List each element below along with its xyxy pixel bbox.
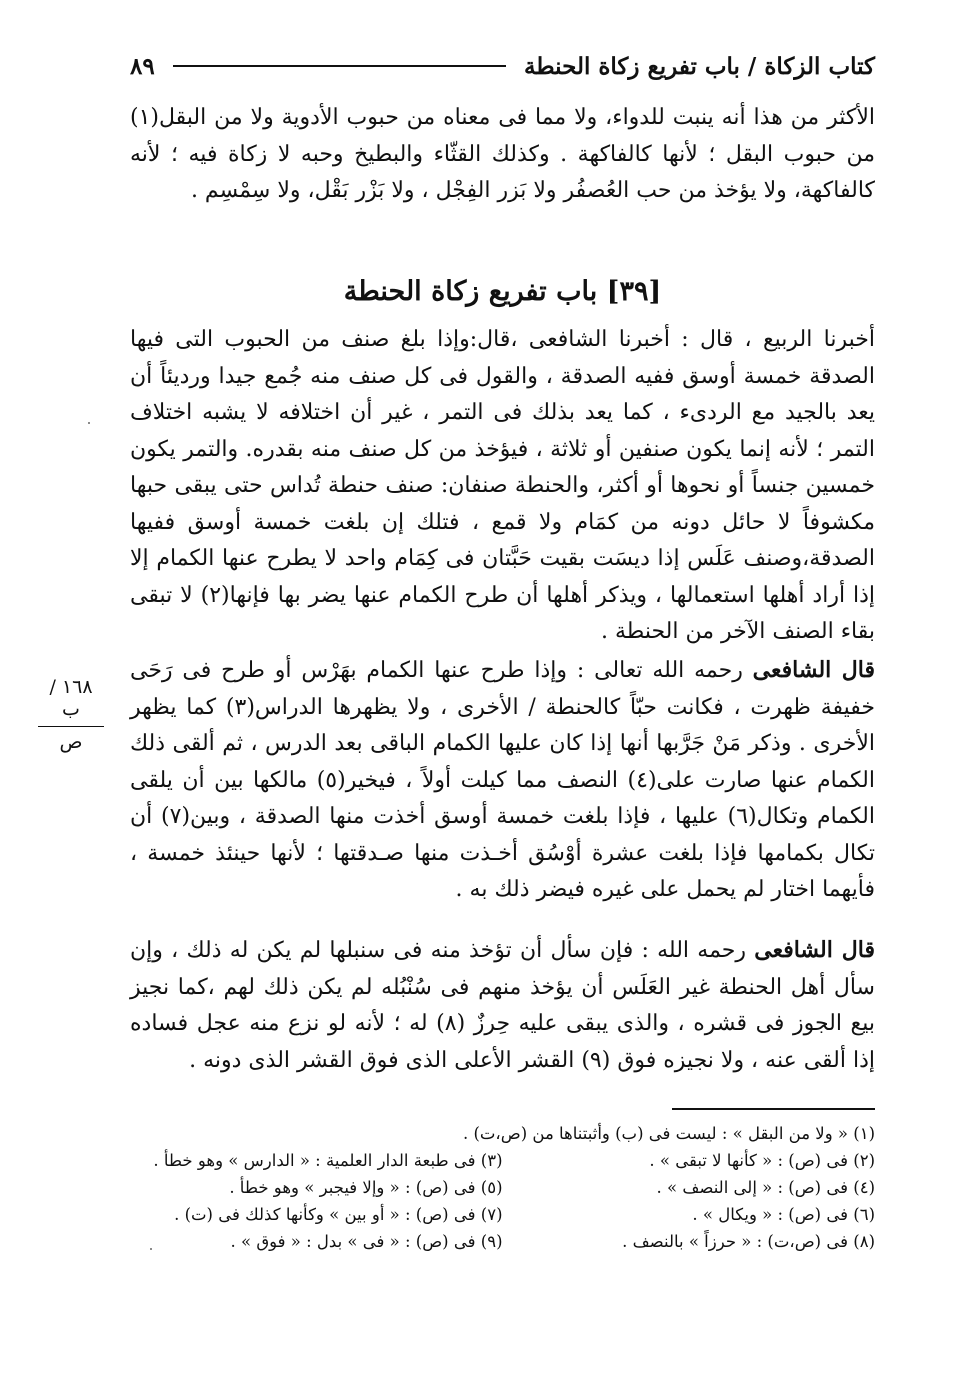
footnote-row [130, 1174, 875, 1201]
page-number: ٨٩ [130, 52, 155, 80]
manuscript-siglum: ص [59, 731, 83, 753]
running-title: كتاب الزكاة / باب تفريع زكاة الحنطة [523, 52, 875, 80]
footnote-3: (٣) فى طبعة الدار العلمية : « الدارس » وهو خطأ . [153, 1151, 503, 1170]
footnote-row [130, 1201, 875, 1228]
paragraph-2-text: رحمه الله تعالى : وإذا طرح عنها الكمام بهَرْس أو طرح فى رَحَى خفيفة ظهرت ، فكانت حبّاً كالحنطة / الأخرى ، ولا يظهرها الدراس(٣) كما يظهر الأخرى . وذكر مَنْ جَرَّبها أنها إذا كان عليها الكمام الباقى بعد الدرس ، ثم ألقى ذلك الكمام عنها صارت على(٤) النصف مما كيلت أولاً ، فيخير(٥) مالكها بين أن يلقى الكمام وتكال(٦) عليها ، فإذا بلغت خمسة أوسق أخذت منها الصدقة ، وبين(٧) أن تكال بكمامها فإذا بلغت عشرة أوْسُق أخـذت منها صـدقتها ؛ لأنها حينئذ خمسة ، فأيهما اختار لم يحمل على غيره فيضر ذلك به . [130, 658, 876, 902]
paragraph-1 [130, 322, 875, 651]
footnote-5: (٥) فى (ص) : « وإلا فيجبر » وهو خطأ . [229, 1178, 503, 1197]
running-header [130, 48, 875, 84]
footnote-7: (٧) فى (ص) : « أو بين » وكأنها كذلك فى (ت) . [174, 1205, 503, 1224]
paragraph-3 [130, 932, 875, 1079]
footnote-9: (٩) فى (ص) : « فى » بدل : « فوق » . [230, 1232, 503, 1251]
paragraph-2 [130, 652, 875, 909]
footnote-2: (٢) فى (ص) : « كأنها لا تبقى » . [649, 1151, 875, 1170]
chapter-heading: [٣٩] باب تفريع زكاة الحنطة [343, 276, 662, 307]
footnote-6: (٦) فى (ص) : « ويكال » . [692, 1205, 875, 1224]
scan-speck [150, 1248, 152, 1250]
paragraph-3-text: رحمه الله : فإن سأل أن تؤخذ منه فى سنبلها لم يكن له ذلك ، وإن سأل أهل الحنطة غير العَلَس أن يؤخذ منهم فى سُنْبُله لم يكن ذلك لهم ،كما نجيز بيع الجوز فى قشره ، والذى يبقى عليه حِرزٌ (٨) له ؛ لأنه لو نزع منه عجل فساده إذا ألقى عنه ، ولا نجيزه فوق (٩) القشر الأعلى الذى فوق القشر الذى دونه . [130, 938, 875, 1073]
footnote-rule [672, 1108, 875, 1110]
footnote-4: (٤) فى (ص) : « إلى النصف » . [656, 1178, 875, 1197]
footnote-row [130, 1147, 875, 1174]
footnote-row [130, 1120, 875, 1147]
margin-folio-note [38, 676, 104, 753]
paragraph-3-lead: قال الشافعى [754, 937, 875, 963]
continuation-paragraph: الأكثر من هذا أنه ينبت للدواء، ولا مما فى معناه من حبوب الأدوية ولا من البقل(١) من حبوب البقل ؛ لأنها كالفاكهة . وكذلك القثّاء والبطيخ وحبه لا زكاة فيه ؛ لأنه كالفاكهة، ولا يؤخذ من حب العُصفُر ولا بَزر الفِجْل ، ولا بَزْر بَقْل، ولا سِمْسِم . [130, 105, 875, 203]
footnotes [130, 1120, 875, 1255]
scan-speck [88, 422, 90, 424]
footnote-1: (١) « ولا من البقل » : ليست فى (ب) وأثبتناها من (ص،ت) . [462, 1124, 875, 1143]
paragraph-2-lead: قال الشافعى [752, 657, 875, 683]
folio-divider [38, 726, 104, 727]
footnote-row [130, 1228, 875, 1255]
header-rule [173, 65, 506, 67]
paragraph-1-text: أخبرنا الربيع ، قال : أخبرنا الشافعى ،قال:وإذا بلغ صنف من الحبوب التى فيها الصدقة خمسة أوسق ففيه الصدقة ، والقول فى كل صنف منه جُمع جيدا ورديئاً أن يعد بالجيد مع الردىء ، كما يعد بذلك فى التمر ، غير أن اختلافه لا يشبه اختلاف التمر ؛ لأنه إنما يكون صنفين أو ثلاثة ، فيؤخذ من كل صنف منه بقدره. والتمر يكون خمسين جنساً أو نحوها أو أكثر، والحنطة صنفان: صنف حنطة تُداس حتى يبقى حبها مكشوفاً لا حائل دونه من كمَام ولا قمع ، فتلك إن بلغت خمسة أوسق ففيها الصدقة،وصنف عَلَس إذا ديسَت بقيت حَبَّتان فى كِمَام واحد لا يطرح عنها الكمام إلا إذا أراد أهلها استعمالها ، ويذكر أهلها أن طرح الكمام عنها يضر بها فإنها(٢) لا تبقى بقاء الصنف الآخر من الحنطة . [130, 327, 875, 644]
footnote-8: (٨) فى (ص،ت) : « حرزاً » بالنصف . [622, 1232, 875, 1251]
folio-number: ١٦٨ / ب [49, 676, 93, 720]
